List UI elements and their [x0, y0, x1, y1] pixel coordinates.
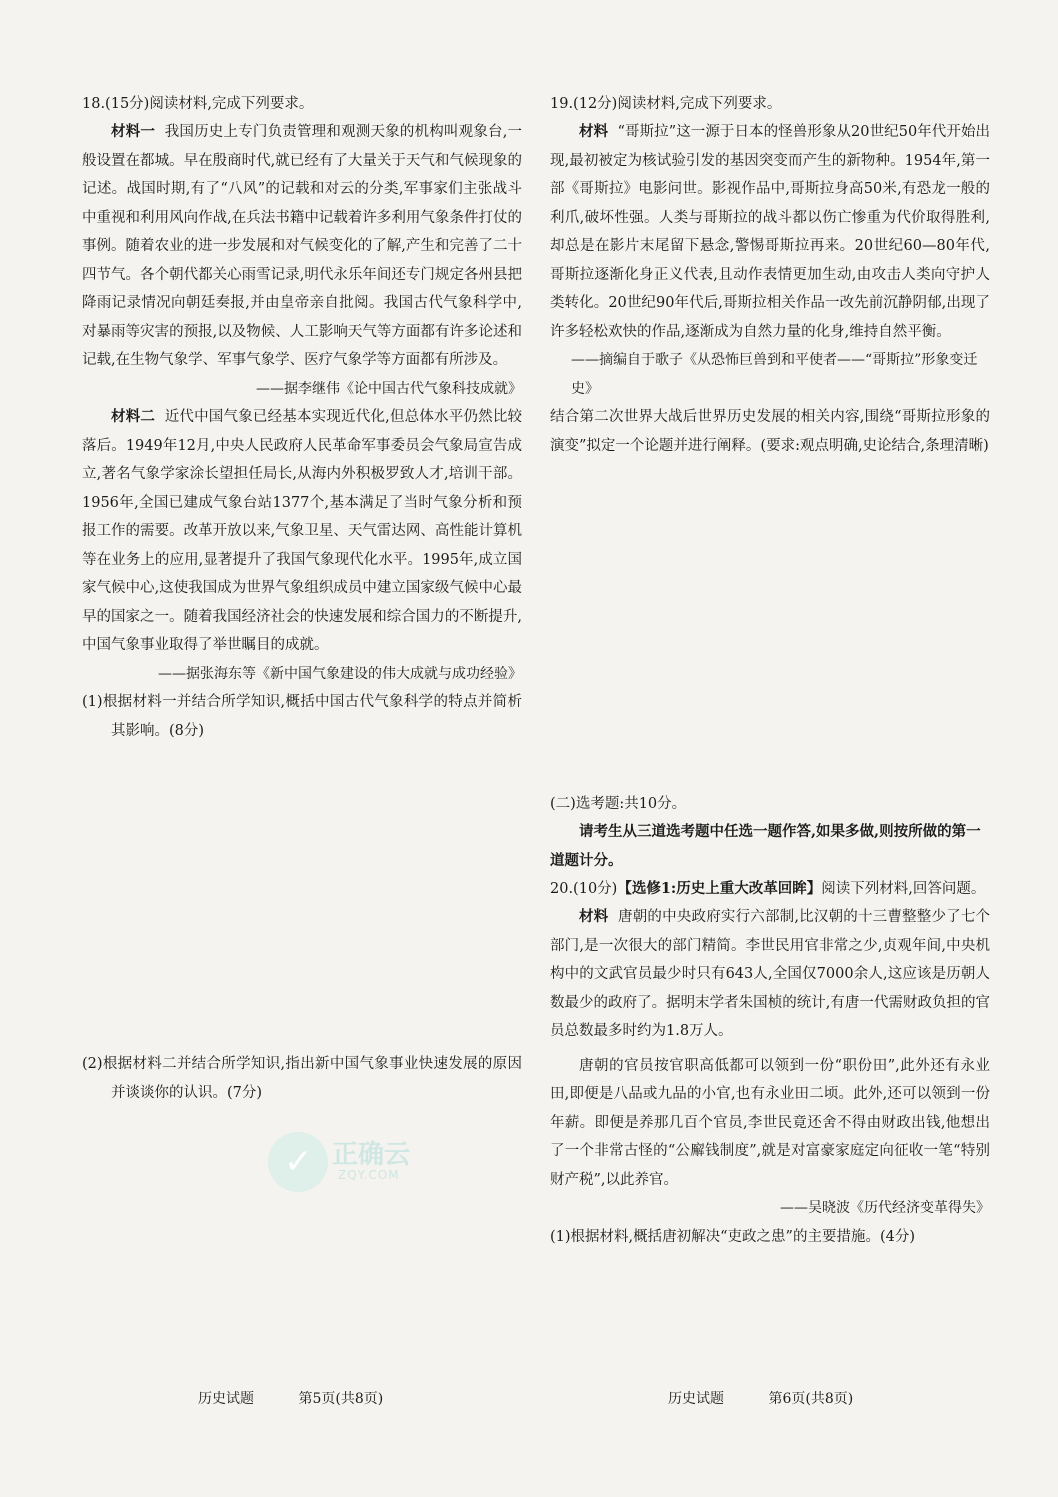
- material-20-text-1: 唐朝的中央政府实行六部制,比汉朝的十三曹整整少了七个部门,是一次很大的部门精简。李世民用官非常之少,贞观年间,中央机构中的文武官员最少时只有643人,全国仅7000余人,这应该是历朝人数最少的政府了。据明末学者朱国桢的统计,有唐一代需财政负担的官员总数最多时约为1.8万人。: [550, 909, 991, 1039]
- material-1: [82, 118, 522, 375]
- material-2-text: 近代中国气象已经基本实现近代化,但总体水平仍然比较落后。1949年12月,中央人民政府人民革命军事委员会气象局宣告成立,著名气象学家涂长望担任局长,从海内外积极罗致人才,培训干部。1956年,全国已建成气象台站1377个,基本满足了当时气象分析和预报工作的需要。改革开放以来,气象卫星、天气雷达网、高性能计算机等在业务上的应用,显著提升了我国气象现代化水平。1995年,成立国家气候中心,这使我国成为世界气象组织成员中建立国家级气候中心最早的国家之一。随着我国经济社会的快速发展和综合国力的不断提升,中国气象事业取得了举世瞩目的成就。: [82, 409, 523, 653]
- question-20-number: 20.(10分): [550, 881, 618, 897]
- left-footer-subject: 历史试题: [198, 1391, 254, 1407]
- material-19: [550, 118, 990, 346]
- answer-space-18-1: [82, 745, 522, 1050]
- material-1-label: 材料一: [111, 123, 156, 140]
- material-20-label: 材料: [579, 908, 609, 925]
- right-footer: [668, 1388, 893, 1408]
- question-19-heading: 19.(12分)阅读材料,完成下列要求。: [550, 96, 782, 112]
- answer-space-19: [550, 460, 990, 790]
- brand-watermark: [268, 1128, 418, 1198]
- material-2-label: 材料二: [111, 408, 156, 425]
- check-icon: ✓: [284, 1142, 313, 1182]
- question-18-heading: 18.(15分)阅读材料,完成下列要求。: [82, 96, 314, 112]
- watermark-brand: 正确云: [332, 1140, 411, 1170]
- left-footer: [198, 1388, 423, 1408]
- question-18-part-1: (1)根据材料一并结合所学知识,概括中国古代气象科学的特点并简析其影响。(8分): [82, 694, 522, 739]
- section-2-note: 请考生从三道选考题中任选一题作答,如果多做,则按所做的第一道题计分。: [550, 823, 981, 869]
- section-2-heading: (二)选考题:共10分。: [550, 796, 687, 812]
- material-19-text: “哥斯拉”这一源于日本的怪兽形象从20世纪50年代开始出现,最初被定为核试验引发的基因突变而产生的新物种。1954年,第一部《哥斯拉》电影问世。影视作品中,哥斯拉身高50米,有恐龙一般的利爪,破坏性强。人类与哥斯拉的战斗都以伤亡惨重为代价取得胜利,却总是在影片末尾留下悬念,警惕哥斯拉再来。20世纪60—80年代,哥斯拉逐渐化身正义代表,且动作表情更加生动,由攻击人类向守护人类转化。20世纪90年代后,哥斯拉相关作品一改先前沉静阴郁,出现了许多轻松欢快的作品,逐渐成为自然力量的化身,维持自然平衡。: [550, 124, 991, 340]
- material-19-label: 材料: [579, 123, 609, 140]
- material-20-paragraph-1: [550, 903, 990, 1046]
- left-footer-page: 第5页(共8页): [298, 1391, 384, 1407]
- material-1-citation: ——据李继伟《论中国古代气象科技成就》: [256, 380, 522, 397]
- material-2-citation: ——据张海东等《新中国气象建设的伟大成就与成功经验》: [158, 665, 522, 682]
- material-1-text: 我国历史上专门负责管理和观测天象的机构叫观象台,一般设置在都城。早在殷商时代,就已经有了大量关于天气和气候现象的记述。战国时期,有了“八风”的记载和对云的分类,军事家们主张战斗中重视和利用风向作战,在兵法书籍中记载着许多利用气象条件打仗的事例。随着农业的进一步发展和对气候变化的了解,产生和完善了二十四节气。各个朝代都关心雨雪记录,明代永乐年间还专门规定各州县把降雨记录情况向朝廷奏报,并由皇帝亲自批阅。我国古代气象科学中,对暴雨等灾害的预报,以及物候、人工影响天气等方面都有许多论述和记载,在生物气象学、军事气象学、医疗气象学等方面都有所涉及。: [82, 124, 523, 368]
- left-column: [82, 90, 522, 1107]
- right-footer-subject: 历史试题: [668, 1391, 724, 1407]
- question-20-heading-rest: 阅读下列材料,回答问题。: [821, 881, 986, 897]
- material-20-paragraph-2: 唐朝的官员按官职高低都可以领到一份“职份田”,此外还有永业田,即便是八品或九品的小官,也有永业田二顷。此外,还可以领到一份年薪。即便是养那几百个官员,李世民竟还舍不得由财政出钱,他想出了一个非常古怪的“公廨钱制度”,就是对富豪家庭定向征收一笔“特别财产税”,以此养官。: [550, 1057, 990, 1188]
- question-20-part-1: (1)根据材料,概括唐初解决“吏政之患”的主要措施。(4分): [550, 1228, 916, 1245]
- question-20-heading: [550, 875, 990, 903]
- question-20-module-tag: 【选修1:历史上重大改革回眸】: [617, 880, 822, 897]
- right-footer-page: 第6页(共8页): [768, 1391, 854, 1407]
- question-18-part-2: (2)根据材料二并结合所学知识,指出新中国气象事业快速发展的原因并谈谈你的认识。(7分): [82, 1056, 522, 1101]
- question-19-requirement: 结合第二次世界大战后世界历史发展的相关内容,围绕“哥斯拉形象的演变”拟定一个论题并进行阐释。(要求:观点明确,史论结合,条理清晰): [550, 409, 990, 454]
- material-19-citation: ——摘编自于歌子《从恐怖巨兽到和平使者——“哥斯拉”形象变迁史》: [571, 352, 978, 397]
- material-2: [82, 403, 522, 660]
- watermark-domain: ZQY.COM: [338, 1168, 400, 1182]
- right-column: [550, 90, 990, 1251]
- material-20-citation: ——吴晓波《历代经济变革得失》: [780, 1200, 990, 1216]
